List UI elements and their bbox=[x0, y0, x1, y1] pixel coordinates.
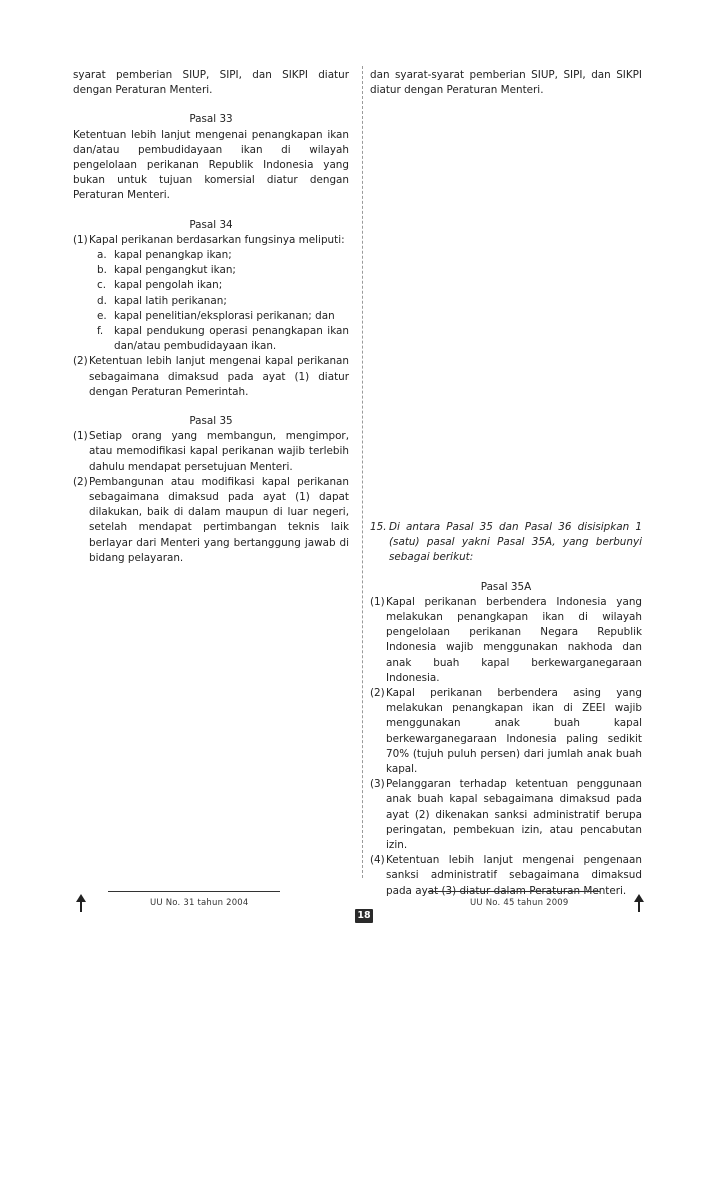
item-number: (2) bbox=[73, 475, 88, 488]
up-arrow-icon bbox=[634, 894, 644, 912]
pasal-34-item-2 bbox=[73, 354, 349, 400]
item-number: (2) bbox=[73, 355, 88, 368]
item-number: (1) bbox=[73, 430, 88, 443]
list-text: kapal latih perikanan; bbox=[114, 294, 227, 307]
footer-left-rule bbox=[108, 891, 280, 892]
pasal-35-item-2 bbox=[73, 475, 349, 566]
list-text: kapal pendukung operasi penangkapan ikan dan/atau pembudidayaan ikan. bbox=[114, 325, 349, 353]
item-text: Pelanggaran terhadap ketentuan penggunaan anak buah kapal sebagaimana dimaksud pada ayat (2) dikenakan sanksi administratif berupa peringatan, pembekuan izin, atau pencabutan izin. bbox=[386, 778, 642, 852]
pasal-34-sublist bbox=[97, 248, 349, 354]
pasal-34-item-1 bbox=[73, 233, 349, 355]
list-text: kapal pengangkut ikan; bbox=[114, 264, 236, 277]
item-text: Setiap orang yang membangun, mengimpor, atau memodifikasi kapal perikanan wajib terlebih dahulu mendapat persetujuan Menteri. bbox=[89, 430, 349, 473]
left-column-uu-2004 bbox=[73, 68, 349, 566]
item-text: Kapal perikanan berdasarkan fungsinya meliputi: bbox=[89, 233, 345, 246]
item-number: (3) bbox=[370, 778, 385, 791]
item-text: Kapal perikanan berbendera Indonesia yang melakukan penangkapan ikan di wilayah pengelolaan perikanan Negara Republik Indonesia wajib menggunakan nakhoda dan anak buah kapal berkewarganegaraan Indonesia. bbox=[386, 595, 642, 684]
list-text: kapal pengolah ikan; bbox=[114, 279, 223, 292]
item-number: (1) bbox=[370, 595, 385, 608]
item-number: (1) bbox=[73, 233, 88, 246]
pasal-35a-item-1 bbox=[370, 595, 642, 686]
amendment-15 bbox=[370, 520, 642, 566]
right-intro-text: dan syarat-syarat pemberian SIUP, SIPI, dan SIKPI diatur dengan Peraturan Menteri. bbox=[370, 69, 642, 97]
item-number: (4) bbox=[370, 854, 385, 867]
list-item bbox=[97, 294, 349, 309]
item-text: Kapal perikanan berbendera asing yang melakukan penangkapan ikan di ZEEI wajib menggunakan anak buah kapal berkewarganegaraan Indonesia paling sedikit 70% (tujuh puluh persen) dari jumlah anak buah kapal. bbox=[386, 687, 642, 776]
footer-left-label: UU No. 31 tahun 2004 bbox=[150, 898, 249, 908]
list-marker: b. bbox=[97, 264, 107, 277]
list-marker: f. bbox=[97, 325, 104, 338]
item-text: Pembangunan atau modifikasi kapal perikanan sebagaimana dimaksud pada ayat (1) dapat dilakukan, baik di dalam maupun di luar negeri, setelah mendapat pertimbangan teknis laik berlayar dari Menteri yang bertanggung jawab di bidang pelayaran. bbox=[89, 475, 349, 564]
item-text: Ketentuan lebih lanjut mengenai pengenaan sanksi administratif sebagaimana dimaksud pada ayat (3) diatur dalam Peraturan Menteri. bbox=[386, 854, 642, 897]
pasal-35-title: Pasal 35 bbox=[189, 415, 233, 428]
amendment-number: 15. bbox=[370, 521, 387, 533]
footer-right-rule bbox=[428, 891, 600, 892]
item-text: Ketentuan lebih lanjut mengenai kapal perikanan sebagaimana dimaksud pada ayat (1) diatur dengan Peraturan Pemerintah. bbox=[89, 355, 349, 398]
page-number: 18 bbox=[355, 909, 373, 923]
right-column-uu-2009 bbox=[370, 68, 642, 98]
footer-right-label: UU No. 45 tahun 2009 bbox=[470, 898, 569, 908]
pasal-33-text: Ketentuan lebih lanjut mengenai penangkapan ikan dan/atau pembudidayaan ikan di wilayah pengelolaan perikanan Republik Indonesia yang bukan untuk tujuan komersial diatur dengan Peraturan Menteri. bbox=[73, 128, 349, 202]
pasal-35a-item-2 bbox=[370, 686, 642, 777]
list-text: kapal penangkap ikan; bbox=[114, 249, 232, 262]
pasal-35a-item-3 bbox=[370, 777, 642, 853]
list-text: kapal penelitian/eksplorasi perikanan; dan bbox=[114, 309, 335, 322]
item-number: (2) bbox=[370, 687, 385, 700]
left-intro-text: syarat pemberian SIUP, SIPI, dan SIKPI diatur dengan Peraturan Menteri. bbox=[73, 69, 349, 97]
list-marker: e. bbox=[97, 309, 107, 322]
pasal-35a-title: Pasal 35A bbox=[480, 580, 532, 593]
pasal-35-item-1 bbox=[73, 429, 349, 475]
column-divider bbox=[362, 66, 363, 878]
list-item bbox=[97, 278, 349, 293]
list-item bbox=[97, 263, 349, 278]
pasal-33-title: Pasal 33 bbox=[189, 113, 233, 126]
pasal-34-title: Pasal 34 bbox=[189, 218, 233, 231]
list-item bbox=[97, 248, 349, 263]
list-item bbox=[97, 324, 349, 354]
list-item bbox=[97, 309, 349, 324]
amendment-text: Di antara Pasal 35 dan Pasal 36 disisipkan 1 (satu) pasal yakni Pasal 35A, yang berbunyi sebagai berikut: bbox=[389, 521, 642, 564]
list-marker: a. bbox=[97, 249, 107, 262]
list-marker: c. bbox=[97, 279, 107, 292]
up-arrow-icon bbox=[76, 894, 86, 912]
list-marker: d. bbox=[97, 294, 107, 307]
pasal-35a-item-4 bbox=[370, 853, 642, 899]
right-column-amendment bbox=[370, 520, 642, 899]
